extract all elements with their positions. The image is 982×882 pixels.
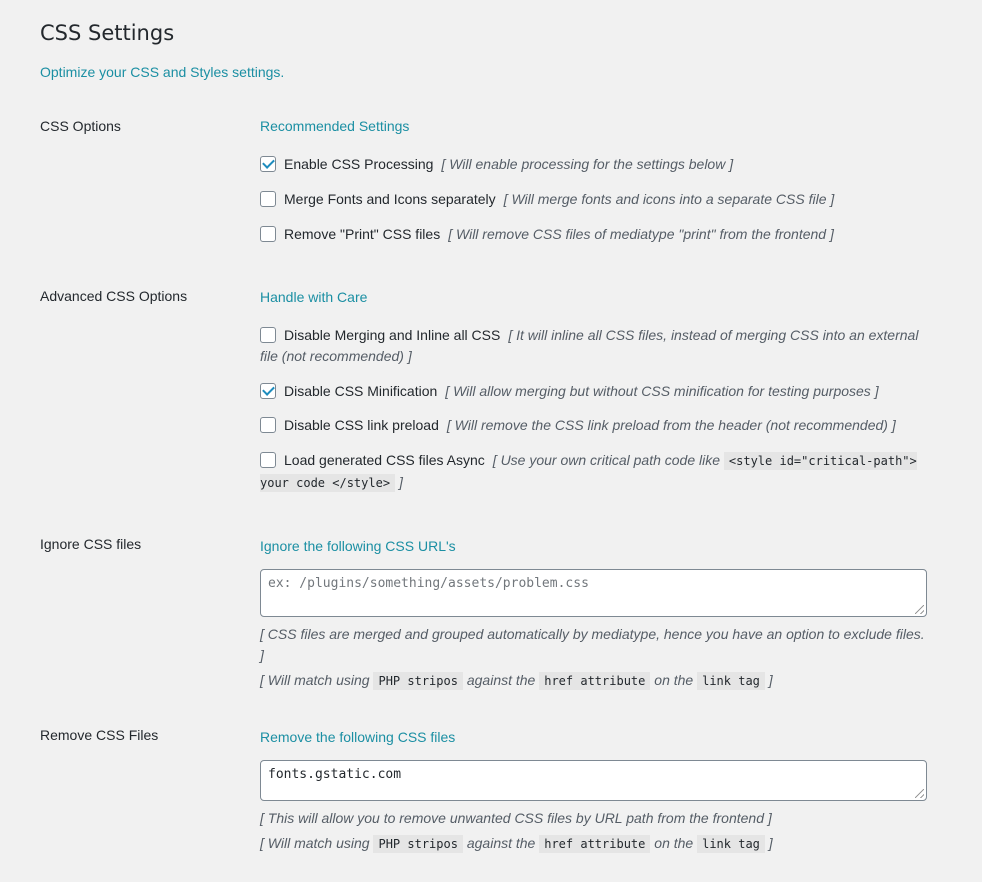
note-text: [ Will match using	[260, 835, 370, 851]
option-label: Remove "Print" CSS files	[284, 226, 441, 242]
option-disable-merging-inline	[260, 325, 930, 367]
option-disable-css-link-preload	[260, 415, 930, 436]
advanced-css-options-label: Advanced CSS Options	[40, 288, 188, 304]
remove-print-css-checkbox[interactable]	[260, 226, 276, 242]
remove-css-files-heading: Remove the following CSS files	[260, 729, 456, 745]
option-disable-css-minification	[260, 381, 930, 402]
page-title: CSS Settings	[40, 21, 175, 45]
code-php-stripos: PHP stripos	[373, 672, 462, 690]
option-label: Disable CSS link preload	[284, 417, 439, 433]
ignore-css-files-label: Ignore CSS files	[40, 536, 142, 552]
note-text: against the	[466, 672, 536, 688]
ignore-css-textarea[interactable]	[260, 569, 927, 617]
option-label: Merge Fonts and Icons separately	[284, 191, 496, 207]
page-subtitle: Optimize your CSS and Styles settings.	[40, 64, 285, 80]
desc-text: [ Use your own critical path code like	[492, 452, 721, 468]
note-text: ]	[768, 672, 773, 688]
disable-css-link-preload-checkbox[interactable]	[260, 417, 276, 433]
option-load-css-async	[260, 450, 930, 494]
option-description: [ Will merge fonts and icons into a separate CSS file ]	[503, 191, 835, 207]
note-text: ]	[768, 835, 773, 851]
enable-css-processing-checkbox[interactable]	[260, 156, 276, 172]
ignore-note-2	[260, 670, 930, 692]
recommended-settings-heading: Recommended Settings	[260, 118, 410, 134]
code-href-attribute: href attribute	[539, 835, 650, 853]
option-remove-print-css	[260, 224, 930, 245]
code-link-tag: link tag	[697, 672, 765, 690]
disable-css-minification-checkbox[interactable]	[260, 383, 276, 399]
option-description: [ It will inline all CSS files, instead of merging CSS into an external file (not recommended) ]	[260, 327, 919, 364]
note-text: on the	[654, 672, 694, 688]
note-text: on the	[654, 835, 694, 851]
handle-with-care-heading: Handle with Care	[260, 289, 368, 305]
option-label: Enable CSS Processing	[284, 156, 434, 172]
option-label: Disable CSS Minification	[284, 383, 438, 399]
textarea-value: fonts.gstatic.com	[268, 767, 402, 782]
option-description: [ Will enable processing for the settings below ]	[441, 156, 734, 172]
option-description: [ Will allow merging but without CSS minification for testing purposes ]	[445, 383, 879, 399]
note-text: against the	[466, 835, 536, 851]
option-label: Disable Merging and Inline all CSS	[284, 327, 501, 343]
remove-css-textarea[interactable]	[260, 760, 927, 801]
css-options-label: CSS Options	[40, 118, 121, 134]
remove-css-files-label: Remove CSS Files	[40, 727, 159, 743]
option-description: [ Will remove the CSS link preload from the header (not recommended) ]	[446, 417, 896, 433]
merge-fonts-icons-checkbox[interactable]	[260, 191, 276, 207]
desc-text: ]	[398, 474, 403, 490]
code-link-tag: link tag	[697, 835, 765, 853]
remove-note-1: [ This will allow you to remove unwanted CSS files by URL path from the frontend ]	[260, 810, 772, 826]
textarea-placeholder: ex: /plugins/something/assets/problem.css	[268, 576, 589, 591]
code-snippet: <style id="critical-path"> your code </style>	[260, 454, 917, 490]
resize-grip-icon[interactable]	[915, 605, 924, 614]
option-enable-css-processing	[260, 154, 930, 175]
load-css-async-checkbox[interactable]	[260, 452, 276, 468]
option-merge-fonts-icons	[260, 189, 930, 210]
ignore-note-1: [ CSS files are merged and grouped automatically by mediatype, hence you have an option to exclude files. ]	[260, 626, 925, 663]
note-text: [ Will match using	[260, 672, 370, 688]
remove-note-2	[260, 833, 930, 855]
option-label: Load generated CSS files Async	[284, 452, 485, 468]
option-description: [ Will remove CSS files of mediatype "print" from the frontend ]	[448, 226, 834, 242]
code-href-attribute: href attribute	[539, 672, 650, 690]
ignore-css-urls-heading: Ignore the following CSS URL's	[260, 538, 456, 554]
code-php-stripos: PHP stripos	[373, 835, 462, 853]
resize-grip-icon[interactable]	[915, 789, 924, 798]
disable-merging-inline-checkbox[interactable]	[260, 327, 276, 343]
